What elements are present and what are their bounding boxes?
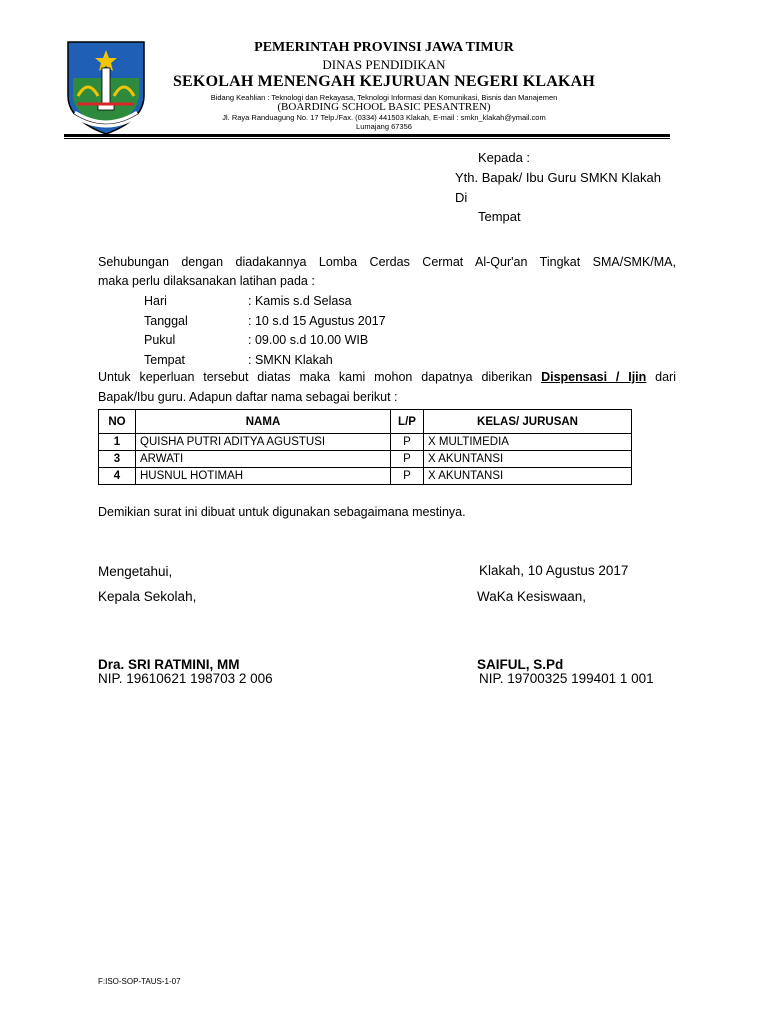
cell-no: 3	[99, 451, 136, 468]
header-nama: NAMA	[136, 410, 391, 434]
paragraph-request-line2: Bapak/Ibu guru. Adapun daftar nama sebagai berikut :	[98, 390, 398, 404]
student-list-table	[98, 409, 632, 485]
detail-values	[248, 292, 386, 370]
recipient-kepada: Kepada :	[478, 150, 531, 165]
detail-label-tanggal: Tanggal	[144, 313, 188, 328]
cell-no: 4	[99, 468, 136, 485]
detail-label-tempat: Tempat	[144, 352, 185, 367]
dispensation-emphasis: Dispensasi / Ijin	[541, 370, 647, 384]
cell-kelas: X AKUNTANSI	[424, 451, 632, 468]
request-text-pre: Untuk keperluan tersebut diatas maka kami mohon dapatnya diberikan	[98, 370, 542, 384]
detail-label-hari: Hari	[144, 294, 167, 308]
signature-left-intro: Mengetahui,	[98, 564, 173, 579]
signature-left-name: Dra. SRI RATMINI, MM	[98, 657, 240, 672]
government-heading: PEMERINTAH PROVINSI JAWA TIMUR	[254, 40, 514, 55]
cell-lp: P	[391, 434, 424, 451]
fields-of-expertise: Bidang Keahlian : Teknologi dan Rekayasa, Teknologi Informasi dan Komunikasi, Bisnis dan Manajemen	[210, 93, 558, 102]
table-row	[99, 434, 632, 451]
detail-label-pukul: Pukul	[144, 333, 176, 347]
detail-value-pukul: : 09.00 s.d 10.00 WIB	[248, 333, 369, 347]
cell-nama: ARWATI	[136, 451, 391, 468]
recipient-yth: Yth. Bapak/ Ibu Guru SMKN Klakah	[455, 170, 661, 185]
cell-kelas: X AKUNTANSI	[424, 468, 632, 485]
header-lp: L/P	[391, 410, 424, 434]
closing-sentence: Demikian surat ini dibuat untuk digunakan sebagaimana mestinya.	[98, 505, 466, 519]
paragraph-request-line1	[98, 370, 676, 384]
paragraph-intro-line1: Sehubungan dengan diadakannya Lomba Cerdas Cermat Al-Qur'an Tingkat SMA/SMK/MA,	[98, 255, 676, 269]
school-city: Lumajang 67356	[356, 122, 412, 131]
signature-right-title: WaKa Kesiswaan,	[477, 589, 587, 604]
cell-kelas: X MULTIMEDIA	[424, 434, 632, 451]
signature-right-name: SAIFUL, S.Pd	[477, 657, 564, 672]
school-name: SEKOLAH MENENGAH KEJURUAN NEGERI KLAKAH	[172, 73, 596, 90]
signature-left-nip: NIP. 19610621 198703 2 006	[98, 671, 273, 686]
detail-value-hari: : Kamis s.d Selasa	[248, 294, 352, 308]
letterhead-rule-thick	[64, 134, 670, 137]
cell-nama: QUISHA PUTRI ADITYA AGUSTUSI	[136, 434, 391, 451]
letterhead-rule-thin	[64, 138, 670, 139]
request-text-post: dari	[646, 370, 676, 384]
signature-right-place-date: Klakah, 10 Agustus 2017	[479, 563, 629, 578]
cell-lp: P	[391, 451, 424, 468]
recipient-tempat: Tempat	[478, 209, 521, 224]
signature-left-title: Kepala Sekolah,	[98, 589, 197, 604]
signature-right-nip: NIP. 19700325 199401 1 001	[479, 671, 654, 686]
detail-value-tempat: : SMKN Klakah	[248, 352, 333, 367]
recipient-di: Di	[455, 190, 468, 205]
cell-nama: HUSNUL HOTIMAH	[136, 468, 391, 485]
document-code: F:ISO-SOP-TAUS-1-07	[98, 977, 181, 986]
detail-labels	[144, 292, 188, 370]
paragraph-intro-line2: maka perlu dilaksanakan latihan pada :	[98, 274, 315, 288]
table-row	[99, 451, 632, 468]
boarding-school-label: (BOARDING SCHOOL BASIC PESANTREN)	[277, 101, 491, 113]
table-header-row	[99, 410, 632, 434]
table-row	[99, 468, 632, 485]
agency-heading: DINAS PENDIDIKAN	[322, 57, 446, 72]
cell-no: 1	[99, 434, 136, 451]
header-no: NO	[99, 410, 136, 434]
school-address: Jl. Raya Randuagung No. 17 Telp./Fax. (0334) 441503 Klakah, E-mail : smkn_klakah@ymail.com	[222, 113, 546, 122]
detail-value-tanggal: : 10 s.d 15 Agustus 2017	[248, 313, 386, 328]
east-java-emblem-icon	[64, 38, 148, 138]
header-kelas: KELAS/ JURUSAN	[424, 410, 632, 434]
cell-lp: P	[391, 468, 424, 485]
